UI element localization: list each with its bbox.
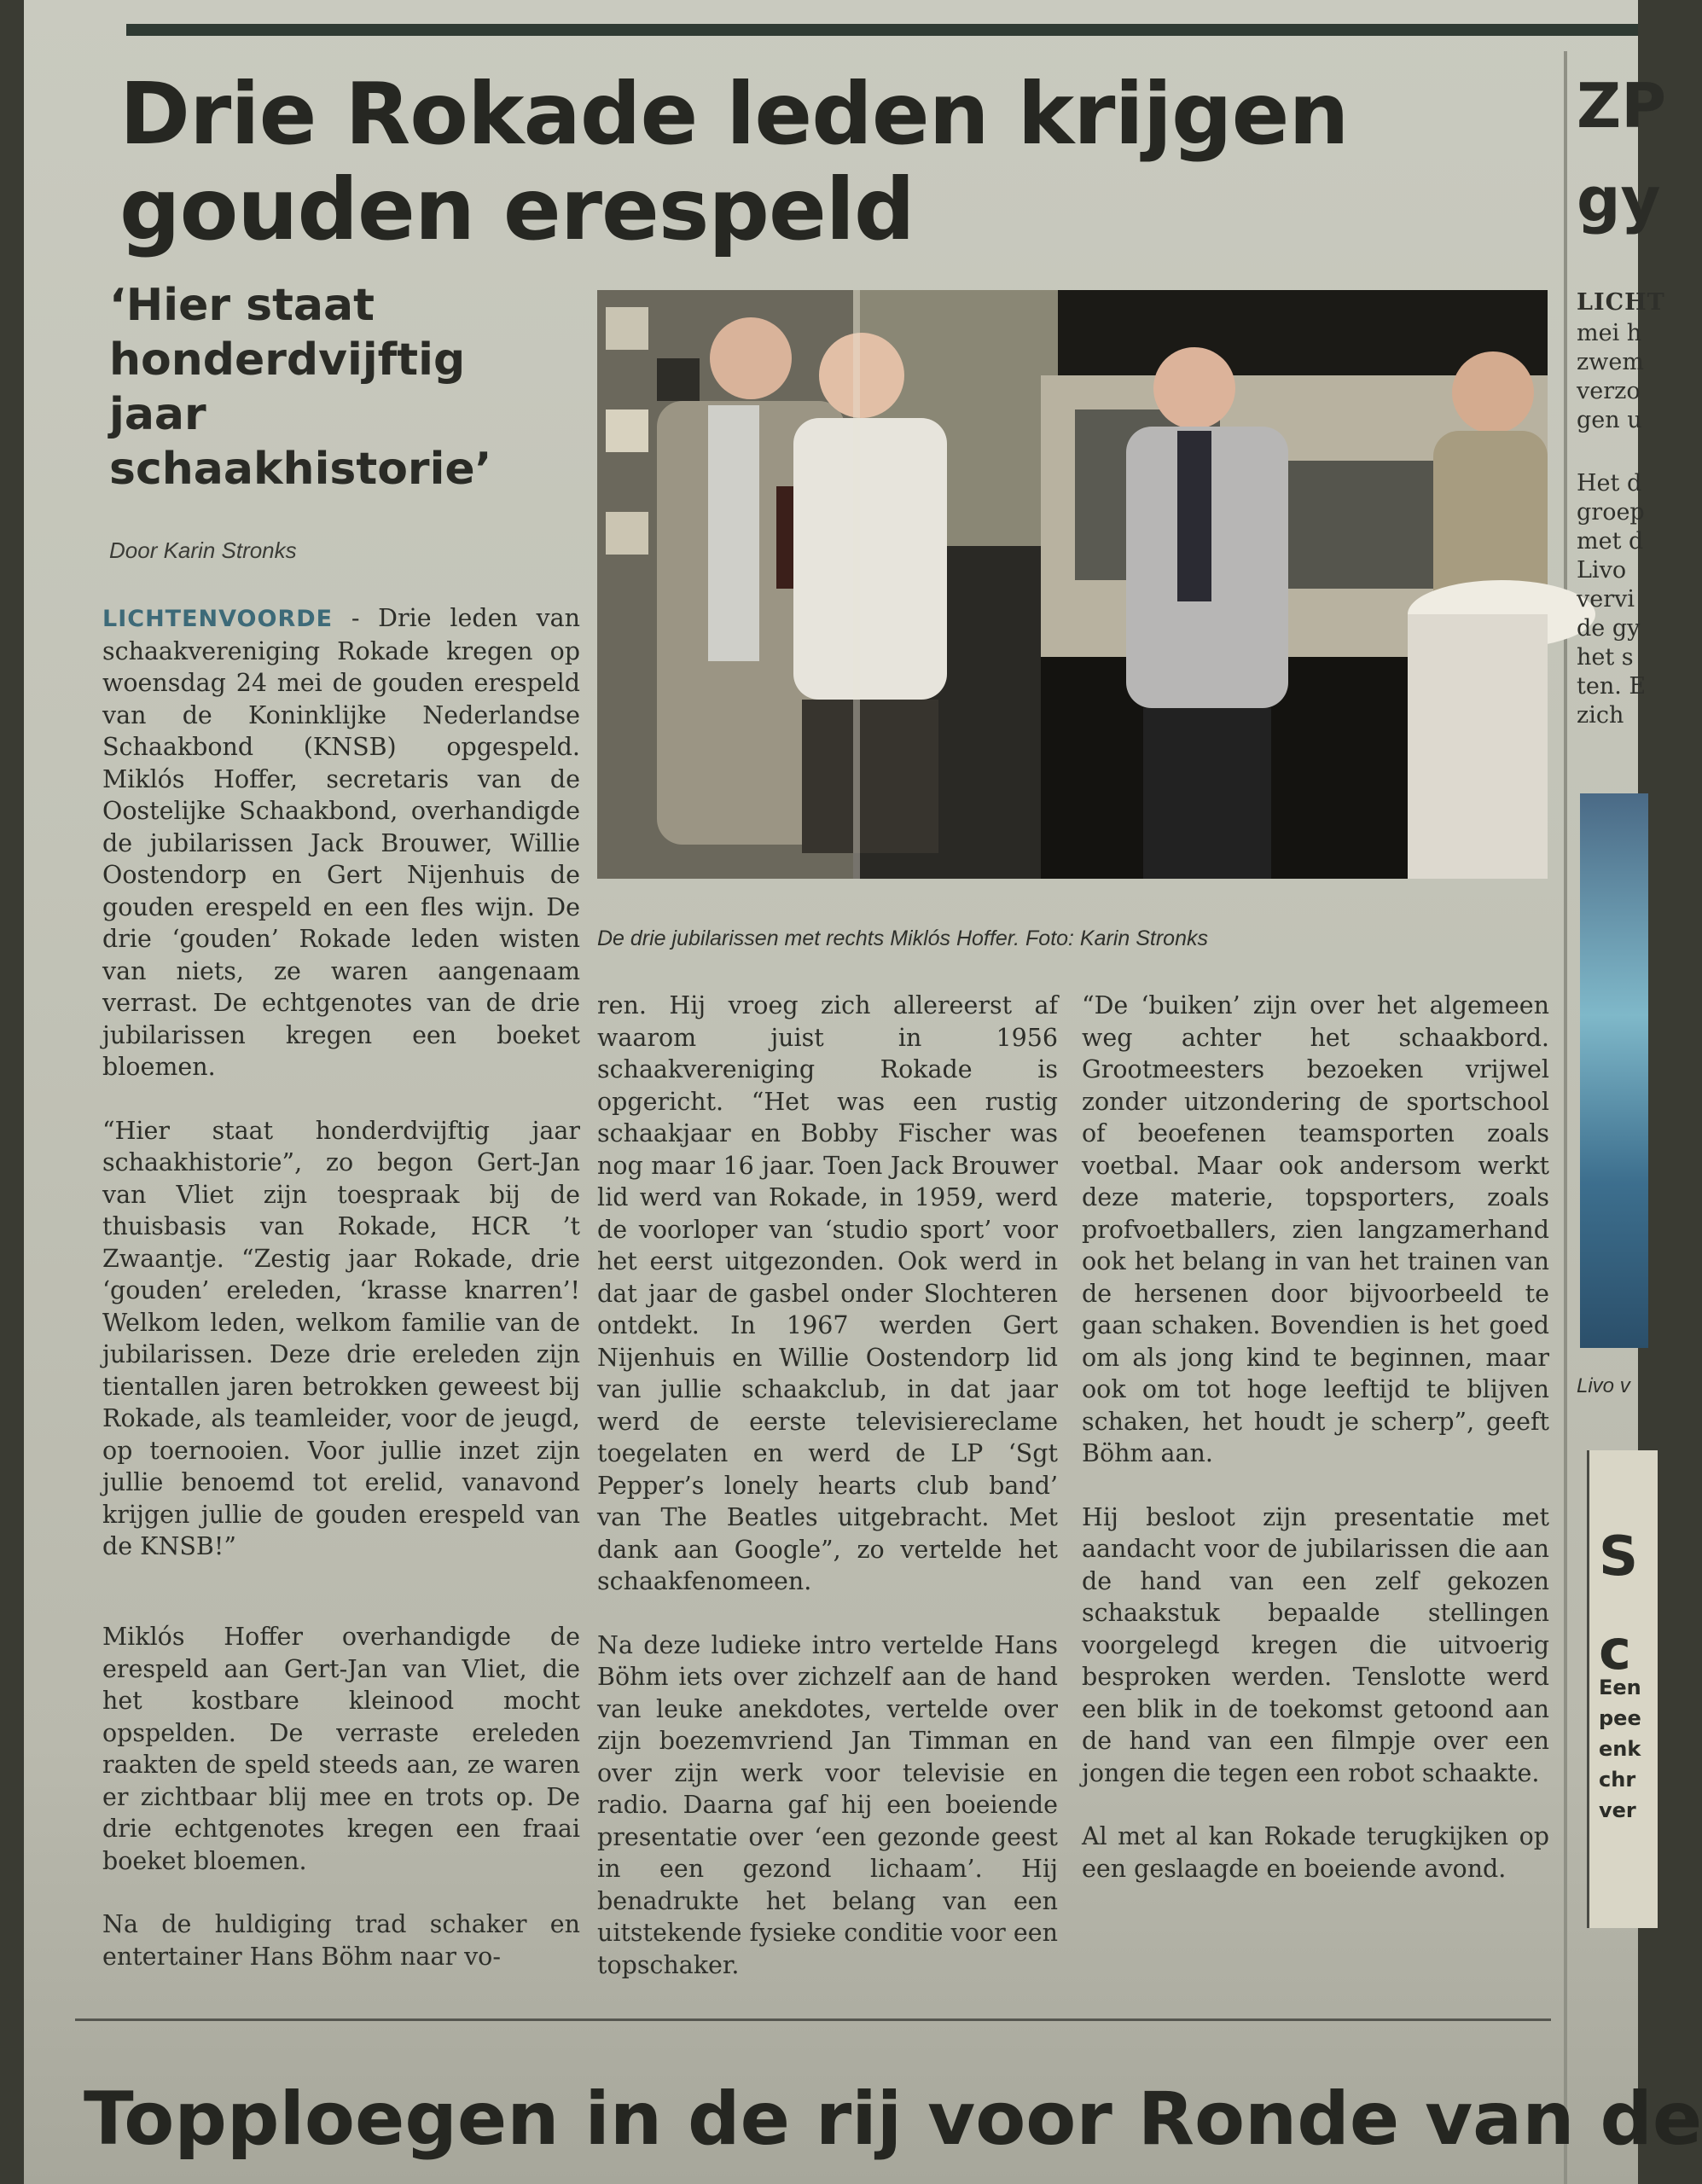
dateline: LICHTENVOORDE	[102, 606, 334, 632]
top-rule	[126, 24, 1638, 36]
paragraph: “Hier staat honderdvijftig jaar schaakhistorie”, zo begon Gert-Jan van Vliet zijn toespraak bij de thuisbasis van Rokade, HCR ’t Zwaantje. “Zestig jaar Rokade, drie ‘gouden’ ereleden, ‘krasse knarren’! Welkom leden, welkom familie van de jubilarissen. Deze drie ereleden zijn tientallen jaren betrokken geweest bij Rokade, als teamleider, voor de jeugd, op toernooien. Voor jullie inzet zijn jullie benoemd tot erelid, vanavond krijgen jullie de gouden erespeld van de KNSB!”	[102, 1116, 580, 1560]
box-text-fragment: ver	[1599, 1798, 1636, 1822]
newspaper-page	[24, 0, 1702, 2184]
neighbour-text-fragment: zwem	[1577, 349, 1644, 375]
neighbour-box-headline	[1599, 1510, 1638, 1698]
neighbour-box-text	[1599, 1672, 1641, 1826]
paragraph: Hij besloot zijn presentatie met aandacht voor de jubilarissen die aan de hand van een zelf gekozen schaakstuk bepaalde stellingen voorgelegd kregen die uitvoerig besproken werden. Tenslotte werd een blik in de toekomst getoond aan de hand van een filmpje over een jongen die tegen een robot schaakte.	[1082, 1502, 1549, 1787]
neighbour-dateline-fragment: LICHT	[1577, 289, 1665, 316]
column-3	[1082, 990, 1549, 1885]
neighbour-text-fragment: vervi	[1577, 586, 1635, 613]
box-text-fragment: Een	[1599, 1676, 1641, 1699]
paragraph: Na deze ludieke intro vertelde Hans Böhm iets over zichzelf aan de hand van leuke anekdotes, vertelde over zijn boezemvriend Jan Timman en over zijn werk voor televisie en radio. Daarna gaf hij een boeiende presentatie over ‘een gezonde geest in een gezond lichaam’. Hij benadrukte het belang van een uitstekende fysieke conditie voor een topschaker.	[597, 1630, 1058, 1979]
byline: Door Karin Stronks	[109, 537, 297, 563]
box-text-fragment: pee	[1599, 1706, 1641, 1730]
next-article-headline: Topploegen in de rij voor Ronde van de	[84, 2077, 1702, 2162]
neighbour-text-fragment: het s	[1577, 644, 1634, 671]
paragraph: “De ‘buiken’ zijn over het algemeen weg achter het schaakbord. Grootmeesters bezoeken vrijwel zonder uitzondering de sportschool of beoefenen teamsporten zoals voetbal. Maar ook andersom werkt deze materie, topsporters, zoals profvoetballers, zien langzamerhand ook het belang in van het trainen van de hersenen door bijvoorbeeld te gaan schaken. Bovendien is het goed om als jong kind te beginnen, maar ook om tot hoge leeftijd te blijven schaken, het houdt je scherp”, geeft Böhm aan.	[1082, 991, 1549, 1467]
box-text-fragment: chr	[1599, 1768, 1636, 1792]
box-text-fragment: enk	[1599, 1737, 1641, 1761]
article-photo	[597, 290, 1548, 879]
neighbour-caption-fragment: Livo v	[1577, 1374, 1630, 1397]
column-divider	[1564, 51, 1567, 2184]
paragraph: Al met al kan Rokade terugkijken op een geslaagde en boeiende avond.	[1082, 1822, 1549, 1883]
headline-line-2: gouden erespeld	[119, 160, 915, 259]
paragraph: Na de huldiging trad schaker en entertainer Hans Böhm naar vo-	[102, 1910, 580, 1971]
intro-text: - Drie leden van schaakvereniging Rokade kregen op woensdag 24 mei de gouden erespeld van de Koninklijke Nederlandse Schaakbond (KNSB) opgespeld. Miklós Hoffer, secretaris van de Oostelijke Schaakbond, overhandigde de jubilarissen Jack Brouwer, Willie Oostendorp en Gert Nijenhuis de gouden erespeld en een fles wijn. De drie ‘gouden’ Rokade leden wisten van niets, ze waren aangenaam verrast. De echtgenotes van de drie jubilarissen kregen een boeket bloemen.	[102, 604, 580, 1081]
neighbour-column	[1570, 0, 1666, 2184]
neighbour-text-fragment: de gy	[1577, 615, 1641, 642]
paragraph: Miklós Hoffer overhandigde de erespeld aan Gert-Jan van Vliet, die het kostbare kleinood mocht opspelden. De verraste ereleden raakten de speld steeds aan, ze waren er zichtbaar blij mee en trots op. De drie echtgenotes kregen een fraai boeket bloemen.	[102, 1623, 580, 1875]
article-subheadline: ‘Hier staat honderdvijftig jaar schaakhistorie’	[109, 280, 492, 495]
column-1-bottom	[102, 1621, 580, 1972]
box-headline-fragment: S	[1599, 1525, 1639, 1589]
photo-people-icon	[597, 290, 1548, 879]
neighbour-text-fragment: met d	[1577, 528, 1644, 555]
box-headline-fragment: c	[1599, 1619, 1631, 1682]
neighbour-text-fragment: ten. E	[1577, 673, 1647, 700]
neighbour-text-fragment: mei h	[1577, 320, 1642, 346]
column-2	[597, 990, 1058, 1981]
neighbour-text-fragment: Livo	[1577, 557, 1627, 584]
article-headline	[119, 64, 1450, 259]
photo-caption: De drie jubilarissen met rechts Miklós Hoffer. Foto: Karin Stronks	[597, 926, 1208, 950]
paragraph: ren. Hij vroeg zich allereerst af waarom juist in 1956 schaakvereniging Rokade is opgericht. “Het was een rustig schaakjaar en Bobby Fischer was nog maar 16 jaar. Toen Jack Brouwer lid werd van Rokade, in 1959, werd de voorloper van ‘studio sport’ voor het eerst uitgezonden. Ook werd in dat jaar de gasbel onder Slochteren ontdekt. In 1967 werden Gert Nijenhuis en Willie Oostendorp lid van jullie schaakclub, in dat jaar werd de eerste televisiereclame toegelaten en werd de LP ‘Sgt Pepper’s lonely hearts club band’ van The Beatles uitgebracht. Met dank aan Google”, zo vertelde het schaakfenomeen.	[597, 991, 1058, 1595]
intro-paragraph	[102, 602, 580, 1083]
neighbour-photo	[1580, 793, 1648, 1348]
neighbour-headline-fragment: gy	[1577, 164, 1661, 235]
neighbour-text-fragment: groep	[1577, 499, 1645, 526]
neighbour-text-fragment: gen u	[1577, 407, 1642, 433]
article-separator	[75, 2018, 1551, 2021]
neighbour-headline-fragment: ZP	[1577, 70, 1666, 142]
column-1-top	[102, 602, 580, 1563]
neighbour-text-fragment: Het d	[1577, 470, 1642, 497]
neighbour-text-fragment: verzo	[1577, 378, 1641, 404]
headline-line-1: Drie Rokade leden krijgen	[119, 64, 1349, 164]
neighbour-text-fragment: zich	[1577, 702, 1624, 729]
